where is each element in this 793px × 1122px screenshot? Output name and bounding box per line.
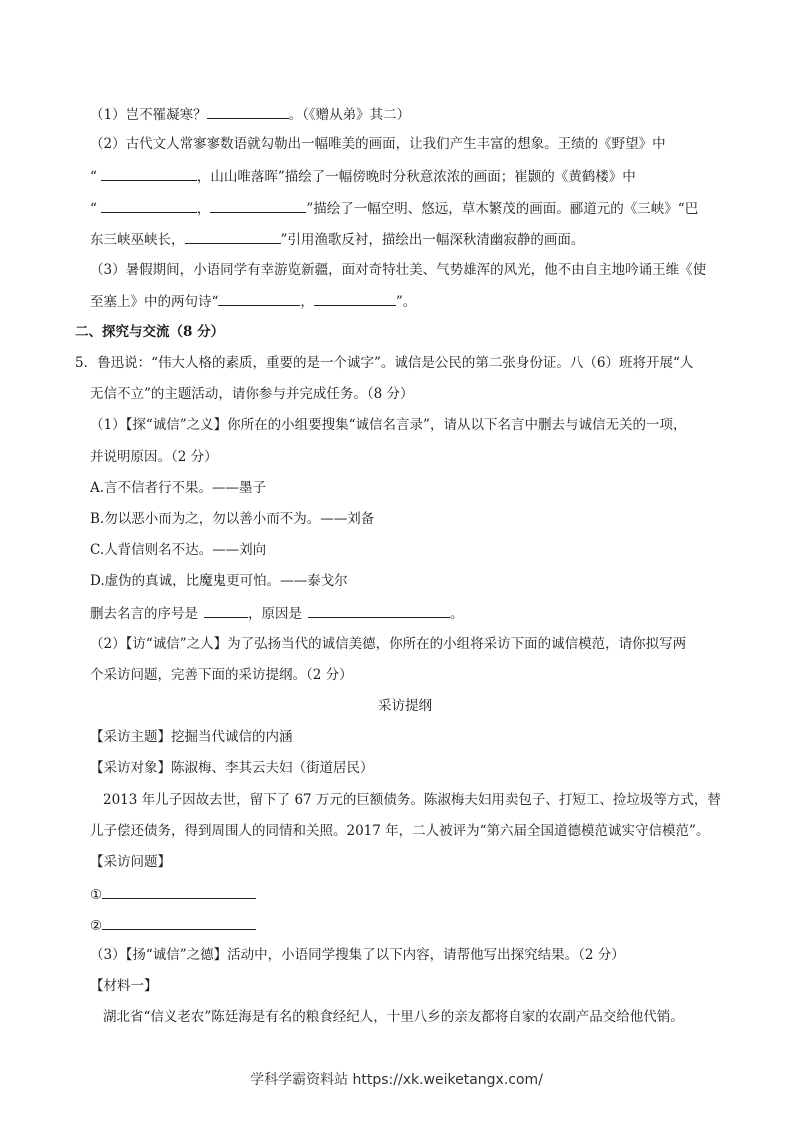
q4-part2-line4-b: ”引用渔歌反衬，描绘出一幅深秋清幽寂静的画面。: [280, 232, 585, 248]
q4-part3-line2-end: ”。: [395, 294, 417, 310]
option-b: B.勿以恶小而为之，勿以善小而不为。——刘备: [90, 511, 375, 527]
q5-task1-answer: [90, 603, 464, 623]
q5-task2-line1: （2）【访“诚信”之人】为了弘扬当代的诚信美德，你所在的小组将采访下面的诚信模范，请你拟写两: [90, 636, 687, 652]
circled-number-2: ②: [90, 918, 103, 934]
material-1-label: 【材料一】: [90, 978, 158, 994]
answer-blank[interactable]: [207, 104, 289, 119]
q4-part1-prefix: （1）岂不罹凝寒？: [90, 107, 207, 123]
q4-part1: [90, 104, 410, 124]
question-2: [90, 915, 256, 935]
q4-part2-line3: [90, 198, 698, 218]
answer-blank[interactable]: [185, 229, 281, 244]
q4-part2-line1: （2）古代文人常寥寥数语就勾勒出一幅唯美的画面，让我们产生丰富的想象。王绩的《野望》中: [90, 136, 666, 152]
q4-part2-line4-a: 东三峡巫峡长，: [90, 232, 185, 248]
option-c: C.人背信则名不达。——刘向: [90, 542, 267, 558]
q4-part2-line4: [90, 229, 584, 249]
open-quote: “: [90, 201, 97, 217]
q5-intro-line1: 5．鲁迅说：“伟大人格的素质，重要的是一个诚字”。诚信是公民的第二张身份证。八（6）班将开展“人: [75, 355, 694, 371]
q4-part3-line2-a: 至塞上》中的两句诗“: [90, 294, 219, 310]
story-line1: 2013 年儿子因故去世，留下了 67 万元的巨额债务。陈淑梅夫妇用卖包子、打短工、捡垃圾等方式，替: [103, 792, 721, 808]
q5-intro-line2: 无信不立”的主题活动，请你参与并完成任务。（8 分）: [90, 386, 414, 402]
comma: ，: [300, 294, 314, 310]
q5-task2-line2: 个采访问题，完善下面的采访提纲。（2 分）: [90, 667, 353, 683]
circled-number-1: ①: [90, 887, 103, 903]
comma: ，: [196, 201, 211, 217]
section-2-title: 二、探究与交流（8 分）: [75, 324, 225, 340]
answer-blank[interactable]: [102, 884, 256, 899]
option-d: D.虚伪的真诚，比魔鬼更可怕。——泰戈尔: [90, 573, 348, 589]
answer-blank[interactable]: [308, 603, 450, 618]
q5-task1-line1: （1）【探“诚信”之义】你所在的小组要搜集“诚信名言录”，请从以下名言中删去与诚信无关的一项，: [90, 417, 687, 433]
option-a: A.言不信者行不果。——墨子: [90, 480, 267, 496]
story-line2: 儿子偿还债务，得到周围人的同情和关照。2017 年，二人被评为“第六届全国道德模范诚实守信模范”。: [90, 823, 710, 839]
answer-blank[interactable]: [218, 291, 300, 306]
q4-part2-line2: [90, 166, 636, 186]
q4-part1-suffix: 。（《赠从弟》其二）: [288, 107, 411, 123]
answer-blank[interactable]: [101, 198, 197, 213]
interview-target: 【采访对象】陈淑梅、李其云夫妇（街道居民）: [90, 760, 374, 776]
outline-title: 采访提纲: [378, 698, 432, 714]
open-quote: “: [90, 169, 97, 185]
q4-part3-line2: [90, 291, 416, 311]
interview-theme: 【采访主题】挖掘当代诚信的内涵: [90, 729, 293, 745]
q4-part2-line2-text: ，山山唯落晖”描绘了一幅傍晚时分秋意浓浓的画面；崔颢的《黄鹤楼》中: [196, 169, 636, 185]
answer-blank[interactable]: [204, 603, 248, 618]
answer-label-reason: ，原因是: [248, 606, 302, 622]
answer-blank[interactable]: [210, 198, 306, 213]
period: 。: [450, 606, 464, 622]
answer-blank[interactable]: [314, 291, 396, 306]
material-1-text: 湖北省“信义老农”陈廷海是有名的粮食经纪人，十里八乡的亲友都将自家的农副产品交给他代销。: [103, 1009, 684, 1025]
q5-task1-line2: 并说明原因。（2 分）: [90, 449, 218, 465]
question-1: [90, 884, 256, 904]
q4-part2-line3-text: ”描绘了一幅空明、悠远，草木繁茂的画面。郦道元的《三峡》“巴: [306, 201, 699, 217]
q5-task3-line1: （3）【扬“诚信”之德】活动中，小语同学搜集了以下内容，请帮他写出探究结果。（2 分）: [90, 947, 625, 963]
answer-label-number: 删去名言的序号是: [90, 606, 198, 622]
interview-questions-label: 【采访问题】: [90, 854, 171, 870]
answer-blank[interactable]: [102, 915, 256, 930]
footer-watermark: 学科学霸资料站 https://xk.weiketangx.com/: [250, 1072, 543, 1088]
q4-part3-line1: （3）暑假期间，小语同学有幸游览新疆，面对奇特壮美、气势雄浑的风光，他不由自主地吟诵王维《使: [90, 262, 707, 278]
answer-blank[interactable]: [101, 166, 197, 181]
